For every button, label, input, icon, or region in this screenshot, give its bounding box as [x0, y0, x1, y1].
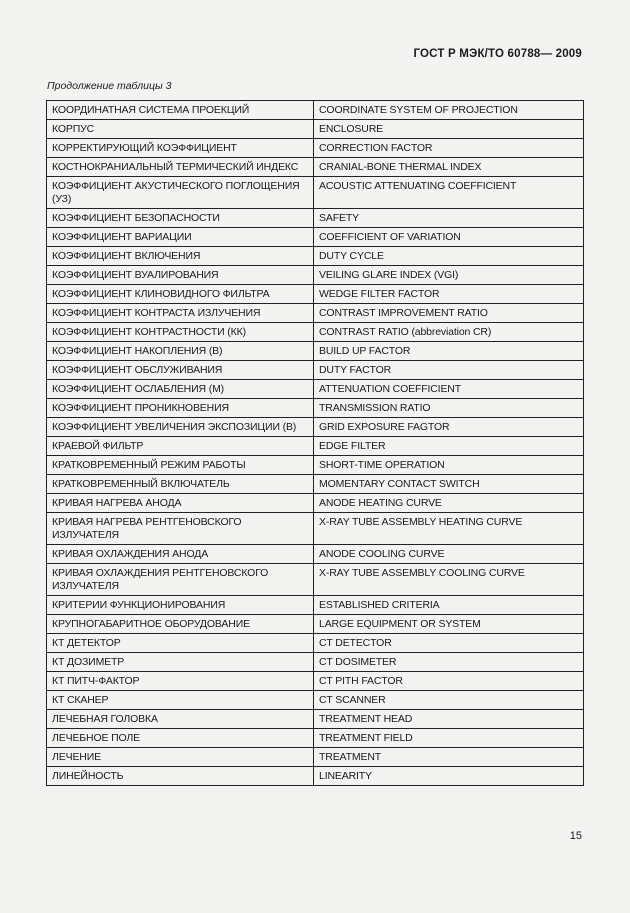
table-row	[47, 545, 584, 564]
table-row	[47, 120, 584, 139]
term-english: CRANIAL-BONE THERMAL INDEX	[314, 158, 584, 177]
page-number: 15	[569, 830, 582, 842]
term-russian: КТ ДЕТЕКТОР	[47, 634, 314, 653]
table-row	[47, 361, 584, 380]
table-row	[47, 399, 584, 418]
terms-table	[46, 100, 584, 786]
term-russian: КООРДИНАТНАЯ СИСТЕМА ПРОЕКЦИЙ	[47, 101, 314, 120]
term-english: LINEARITY	[314, 767, 584, 786]
table-row	[47, 101, 584, 120]
term-russian: КОЭФФИЦИЕНТ УВЕЛИЧЕНИЯ ЭКСПОЗИЦИИ (В)	[47, 418, 314, 437]
term-russian: КОЭФФИЦИЕНТ ОБСЛУЖИВАНИЯ	[47, 361, 314, 380]
term-russian: КТ ПИТЧ-ФАКТОР	[47, 672, 314, 691]
table-row	[47, 748, 584, 767]
term-english: BUILD UP FACTOR	[314, 342, 584, 361]
table-row	[47, 177, 584, 209]
term-english: TRANSMISSION RATIO	[314, 399, 584, 418]
term-russian: КРИТЕРИИ ФУНКЦИОНИРОВАНИЯ	[47, 596, 314, 615]
term-english: TREATMENT FIELD	[314, 729, 584, 748]
term-english: ANODE HEATING CURVE	[314, 494, 584, 513]
term-russian: КРИВАЯ ОХЛАЖДЕНИЯ РЕНТГЕНОВСКОГО ИЗЛУЧАТЕЛЯ	[47, 564, 314, 596]
term-russian: КОЭФФИЦИЕНТ ВУАЛИРОВАНИЯ	[47, 266, 314, 285]
table-caption: Продолжение таблицы 3	[47, 80, 172, 92]
table-row	[47, 691, 584, 710]
term-english: VEILING GLARE INDEX (VGI)	[314, 266, 584, 285]
table-row	[47, 247, 584, 266]
term-english: COORDINATE SYSTEM OF PROJECTION	[314, 101, 584, 120]
term-english: LARGE EQUIPMENT OR SYSTEM	[314, 615, 584, 634]
term-russian: КРАЕВОЙ ФИЛЬТР	[47, 437, 314, 456]
term-russian: КОРРЕКТИРУЮЩИЙ КОЭФФИЦИЕНТ	[47, 139, 314, 158]
term-english: TREATMENT	[314, 748, 584, 767]
term-english: EDGE FILTER	[314, 437, 584, 456]
term-russian: КРУПНОГАБАРИТНОЕ ОБОРУДОВАНИЕ	[47, 615, 314, 634]
term-russian: КОЭФФИЦИЕНТ ПРОНИКНОВЕНИЯ	[47, 399, 314, 418]
term-russian: КОСТНОКРАНИАЛЬНЫЙ ТЕРМИЧЕСКИЙ ИНДЕКС	[47, 158, 314, 177]
term-russian: ЛЕЧЕБНОЕ ПОЛЕ	[47, 729, 314, 748]
term-english: WEDGE FILTER FACTOR	[314, 285, 584, 304]
term-russian: КТ ДОЗИМЕТР	[47, 653, 314, 672]
term-russian: КОРПУС	[47, 120, 314, 139]
table-row	[47, 513, 584, 545]
term-russian: КРИВАЯ НАГРЕВА РЕНТГЕНОВСКОГО ИЗЛУЧАТЕЛЯ	[47, 513, 314, 545]
term-russian: КОЭФФИЦИЕНТ БЕЗОПАСНОСТИ	[47, 209, 314, 228]
term-english: SAFETY	[314, 209, 584, 228]
table-row	[47, 209, 584, 228]
term-english: CT DETECTOR	[314, 634, 584, 653]
term-english: ENCLOSURE	[314, 120, 584, 139]
term-english: CT PITH FACTOR	[314, 672, 584, 691]
term-russian: КРАТКОВРЕМЕННЫЙ ВКЛЮЧАТЕЛЬ	[47, 475, 314, 494]
term-russian: КОЭФФИЦИЕНТ ВКЛЮЧЕНИЯ	[47, 247, 314, 266]
term-russian: КРИВАЯ ОХЛАЖДЕНИЯ АНОДА	[47, 545, 314, 564]
table-row	[47, 228, 584, 247]
table-row	[47, 564, 584, 596]
term-russian: ЛИНЕЙНОСТЬ	[47, 767, 314, 786]
term-english: DUTY CYCLE	[314, 247, 584, 266]
document-header: ГОСТ Р МЭК/ТО 60788— 2009	[413, 48, 582, 60]
term-russian: КОЭФФИЦИЕНТ КЛИНОВИДНОГО ФИЛЬТРА	[47, 285, 314, 304]
table-row	[47, 266, 584, 285]
table-row	[47, 767, 584, 786]
term-english: CONTRAST RATIO (abbreviation CR)	[314, 323, 584, 342]
term-english: CT SCANNER	[314, 691, 584, 710]
table-row	[47, 456, 584, 475]
table-row	[47, 285, 584, 304]
terms-table-body	[47, 101, 584, 786]
term-russian: КОЭФФИЦИЕНТ НАКОПЛЕНИЯ (В)	[47, 342, 314, 361]
term-english: MOMENTARY CONTACT SWITCH	[314, 475, 584, 494]
term-english: COEFFICIENT OF VARIATION	[314, 228, 584, 247]
table-row	[47, 323, 584, 342]
term-english: ANODE COOLING CURVE	[314, 545, 584, 564]
term-english: ACOUSTIC ATTENUATING COEFFICIENT	[314, 177, 584, 209]
term-russian: КОЭФФИЦИЕНТ ВАРИАЦИИ	[47, 228, 314, 247]
term-english: ATTENUATION COEFFICIENT	[314, 380, 584, 399]
table-row	[47, 437, 584, 456]
table-row	[47, 672, 584, 691]
table-row	[47, 615, 584, 634]
term-english: X-RAY TUBE ASSEMBLY HEATING CURVE	[314, 513, 584, 545]
table-row	[47, 653, 584, 672]
term-russian: КОЭФФИЦИЕНТ КОНТРАСТА ИЗЛУЧЕНИЯ	[47, 304, 314, 323]
term-english: GRID EXPOSURE FAGTOR	[314, 418, 584, 437]
table-row	[47, 342, 584, 361]
term-russian: КРАТКОВРЕМЕННЫЙ РЕЖИМ РАБОТЫ	[47, 456, 314, 475]
table-row	[47, 380, 584, 399]
table-row	[47, 634, 584, 653]
table-row	[47, 596, 584, 615]
term-english: CT DOSIMETER	[314, 653, 584, 672]
table-row	[47, 475, 584, 494]
term-russian: ЛЕЧЕБНАЯ ГОЛОВКА	[47, 710, 314, 729]
term-english: X-RAY TUBE ASSEMBLY COOLING CURVE	[314, 564, 584, 596]
term-english: TREATMENT HEAD	[314, 710, 584, 729]
term-english: ESTABLISHED CRITERIA	[314, 596, 584, 615]
term-russian: ЛЕЧЕНИЕ	[47, 748, 314, 767]
term-russian: КОЭФФИЦИЕНТ АКУСТИЧЕСКОГО ПОГЛОЩЕНИЯ (УЗ)	[47, 177, 314, 209]
term-english: DUTY FACTOR	[314, 361, 584, 380]
table-row	[47, 304, 584, 323]
table-row	[47, 418, 584, 437]
table-row	[47, 729, 584, 748]
term-russian: КРИВАЯ НАГРЕВА АНОДА	[47, 494, 314, 513]
term-russian: КОЭФФИЦИЕНТ КОНТРАСТНОСТИ (КК)	[47, 323, 314, 342]
table-row	[47, 710, 584, 729]
term-english: SHORT-TIME OPERATION	[314, 456, 584, 475]
table-row	[47, 158, 584, 177]
term-russian: КОЭФФИЦИЕНТ ОСЛАБЛЕНИЯ (М)	[47, 380, 314, 399]
term-english: CORRECTION FACTOR	[314, 139, 584, 158]
term-english: CONTRAST IMPROVEMENT RATIO	[314, 304, 584, 323]
table-row	[47, 494, 584, 513]
term-russian: КТ СКАНЕР	[47, 691, 314, 710]
table-row	[47, 139, 584, 158]
